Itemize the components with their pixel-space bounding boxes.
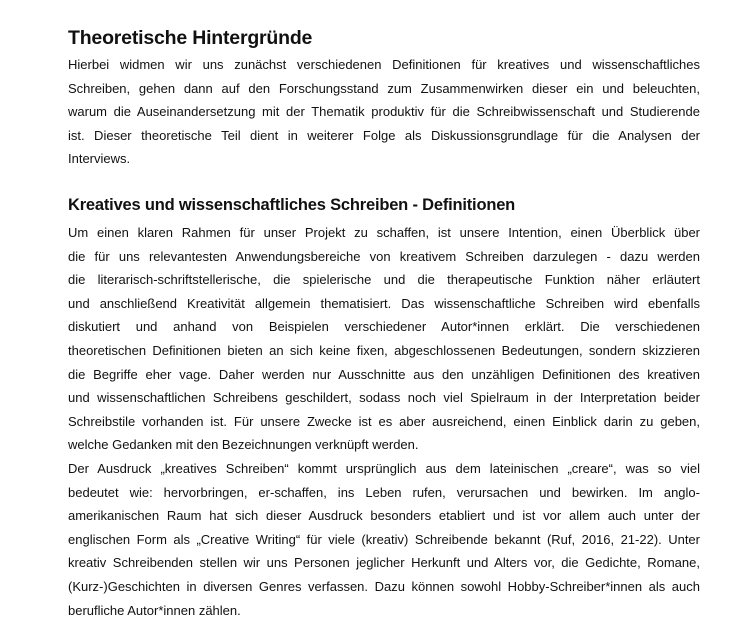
paragraph-definitions [68,221,700,622]
text-line: Der Ausdruck „kreatives Schreiben“ kommt ursprünglich aus dem lateinischen „creare“, was so viel [68,460,700,476]
text-line: die für uns relevantesten Anwendungsbereiche von kreativem Schreiben darzulegen - dazu werden [68,248,700,264]
text-line: berufliche Autor*innen zählen. [68,602,241,618]
text-line: Interviews. [68,151,131,167]
paragraph-intro [68,53,700,171]
text-line: und anschließend Kreativität allgemein thematisiert. Das wissenschaftliche Schreiben wird ebenfalls [68,295,700,311]
text-line: ist. Dieser theoretische Teil dient in weiterer Folge als Diskussionsgrundlage für die Analysen der [68,127,700,143]
text-line: die literarisch-schriftstellerische, die spielerische und die therapeutische Funktion näher erläutert [68,272,700,288]
text-line: warum die Auseinandersetzung mit der Thematik produktiv für die Schreibwissenschaft und Studierende [68,104,700,120]
text-line: Schreibstile vorhanden ist. Für unsere Zwecke ist es aber ausreichend, einen Einblick darin zu geben, [68,413,700,429]
heading-definitionen: Kreatives und wissenschaftliches Schreiben - Definitionen [68,196,516,214]
text-line: welche Gedanken mit den Bezeichnungen verknüpft werden. [68,437,419,453]
text-line: kreativ Schreibenden stellen wir uns Personen jeglicher Herkunft und Alters vor, die Gedichte, Romane, [68,555,700,571]
text-line: (Kurz-)Geschichten in diversen Genres verfassen. Dazu können sowohl Hobby-Schreiber*innen als auch [68,578,700,594]
text-line: die Begriffe eher vage. Daher werden nur Ausschnitte aus den unzähligen Definitionen des kreativen [68,366,700,382]
text-line: amerikanischen Raum hat sich dieser Ausdruck besonders etabliert und ist vor allem auch unter der [68,508,700,524]
text-line: Hierbei widmen wir uns zunächst verschiedenen Definitionen für kreatives und wissenschaftliches [68,57,700,72]
text-line: und wissenschaftlichen Schreibens geschildert, sodass noch viel Spielraum in der Interpretation beider [68,390,700,406]
text-line: Um einen klaren Rahmen für unser Projekt zu schaffen, ist unsere Intention, einen Überblick über [68,225,700,240]
heading-theoretische-hintergruende: Theoretische Hintergründe [68,27,313,49]
text-line: diskutiert und anhand von Beispielen verschiedener Autor*innen erklärt. Die verschiedenen [68,319,700,335]
text-line: Schreiben, gehen dann auf den Forschungsstand zum Zusammenwirken dieser ein und beleuchten, [68,80,700,96]
text-line: bedeutet wie: hervorbringen, er-schaffen, ins Leben rufen, verursachen und bewirken. Im anglo- [68,484,700,500]
text-line: englischen Form als „Creative Writing“ für viele (kreativ) Schreibende bekannt (Ruf, 2016, 21-22). Unter [68,531,700,547]
text-line: theoretischen Definitionen bieten an sich keine fixen, abgeschlossenen Bedeutungen, sondern skizzieren [68,342,700,358]
